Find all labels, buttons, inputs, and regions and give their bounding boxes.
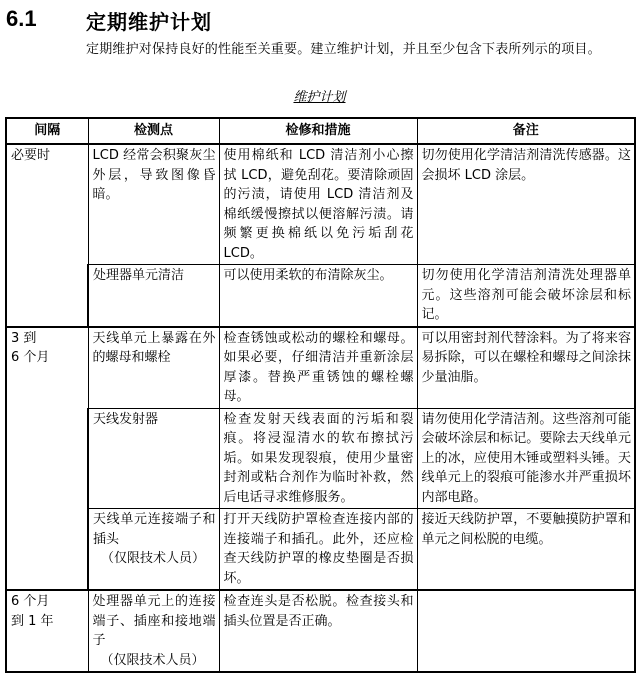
action-cell: 检查锈蚀或松动的螺栓和螺母。如果必要，仔细清洁并重新涂层厚漆。替换严重锈蚀的螺栓螺母。 (219, 327, 417, 409)
remark-cell: 切勿使用化学清洁剂清洗处理器单元。这些溶剂可能会破坏涂层和标记。 (417, 265, 635, 327)
action-cell: 检查连头是否松脱。检查接头和插头位置是否正确。 (219, 590, 417, 672)
checkpoint-cell: 天线单元上暴露在外的螺母和螺栓 (88, 327, 219, 409)
checkpoint-cell (88, 590, 219, 672)
table-row (6, 509, 635, 591)
remark-cell: 可以用密封剂代替涂料。为了将来容易拆除，可以在螺栓和螺母之间涂抹少量油脂。 (417, 327, 635, 409)
checkpoint-text: 天线单元连接端子和插头 (93, 512, 216, 547)
interval-line: 6 个月 (11, 594, 50, 609)
checkpoint-text: 处理器单元上的连接端子、插座和接地端子 (92, 594, 216, 648)
action-cell: 使用棉纸和 LCD 清洁剂小心擦拭 LCD，避免刮花。要清除顽固的污渍，请使用 LCD 清洁剂及棉纸缓慢擦拭以便溶解污渍。请频繁更换棉纸以免污垢刮花 LCD。 (219, 144, 417, 265)
section-title: 定期维护计划 (86, 10, 212, 34)
section-number: 6.1 (6, 6, 37, 31)
interval-line: 必要时 (11, 148, 51, 163)
action-cell: 可以使用柔软的布清除灰尘。 (219, 265, 417, 327)
interval-line: 3 到 (11, 330, 37, 346)
interval-cell (6, 144, 88, 327)
remark-cell: 接近天线防护罩，不要触摸防护罩和单元之间松脱的电缆。 (417, 509, 635, 591)
table-caption: 维护计划 (293, 90, 346, 105)
header-checkpoint: 检测点 (88, 118, 219, 144)
interval-line: 到 1 年 (11, 613, 54, 629)
action-cell: 检查发射天线表面的污垢和裂痕。将浸湿清水的软布擦拭污垢。如果发现裂痕，使用少量密封剂或粘合剂作为临时补救，然后电话寻求维修服务。 (219, 408, 417, 509)
remark-cell: 切勿使用化学清洁剂清洗传感器。这会损坏 LCD 涂层。 (417, 144, 635, 265)
table-row (6, 590, 635, 672)
header-interval: 间隔 (6, 118, 88, 144)
interval-cell (6, 327, 88, 591)
intro-paragraph: 定期维护对保持良好的性能至关重要。建立维护计划，并且至少包含下表所列示的项目。 (86, 42, 601, 57)
maintenance-table (5, 117, 636, 673)
header-remark: 备注 (417, 118, 635, 144)
table-row (6, 144, 635, 265)
header-action: 检修和措施 (219, 118, 417, 144)
interval-line: 6 个月 (11, 350, 50, 365)
checkpoint-cell: LCD 经常会积聚灰尘外层，导致图像昏暗。 (88, 144, 219, 265)
table-row (6, 265, 635, 327)
table-row (6, 327, 635, 409)
section-header (6, 4, 636, 38)
remark-cell: 请勿使用化学清洁剂。这些溶剂可能会破坏涂层和标记。要除去天线单元上的冰，应使用木锤或塑料头锤。天线单元上的裂痕可能渗水并严重损坏内部电路。 (417, 408, 635, 509)
checkpoint-cell: 处理器单元清洁 (88, 265, 219, 327)
remark-cell (417, 590, 635, 672)
checkpoint-cell (88, 509, 219, 591)
interval-cell (6, 590, 88, 672)
table-row (6, 408, 635, 509)
action-cell: 打开天线防护罩检查连接内部的连接端子和插孔。此外，还应检查天线防护罩的橡皮垫圈是否损坏。 (219, 509, 417, 591)
technician-only-note: （仅限技术人员） (101, 551, 206, 566)
checkpoint-cell: 天线发射器 (88, 408, 219, 509)
table-header-row (6, 118, 635, 144)
technician-only-note: （仅限技术人员） (100, 652, 205, 668)
